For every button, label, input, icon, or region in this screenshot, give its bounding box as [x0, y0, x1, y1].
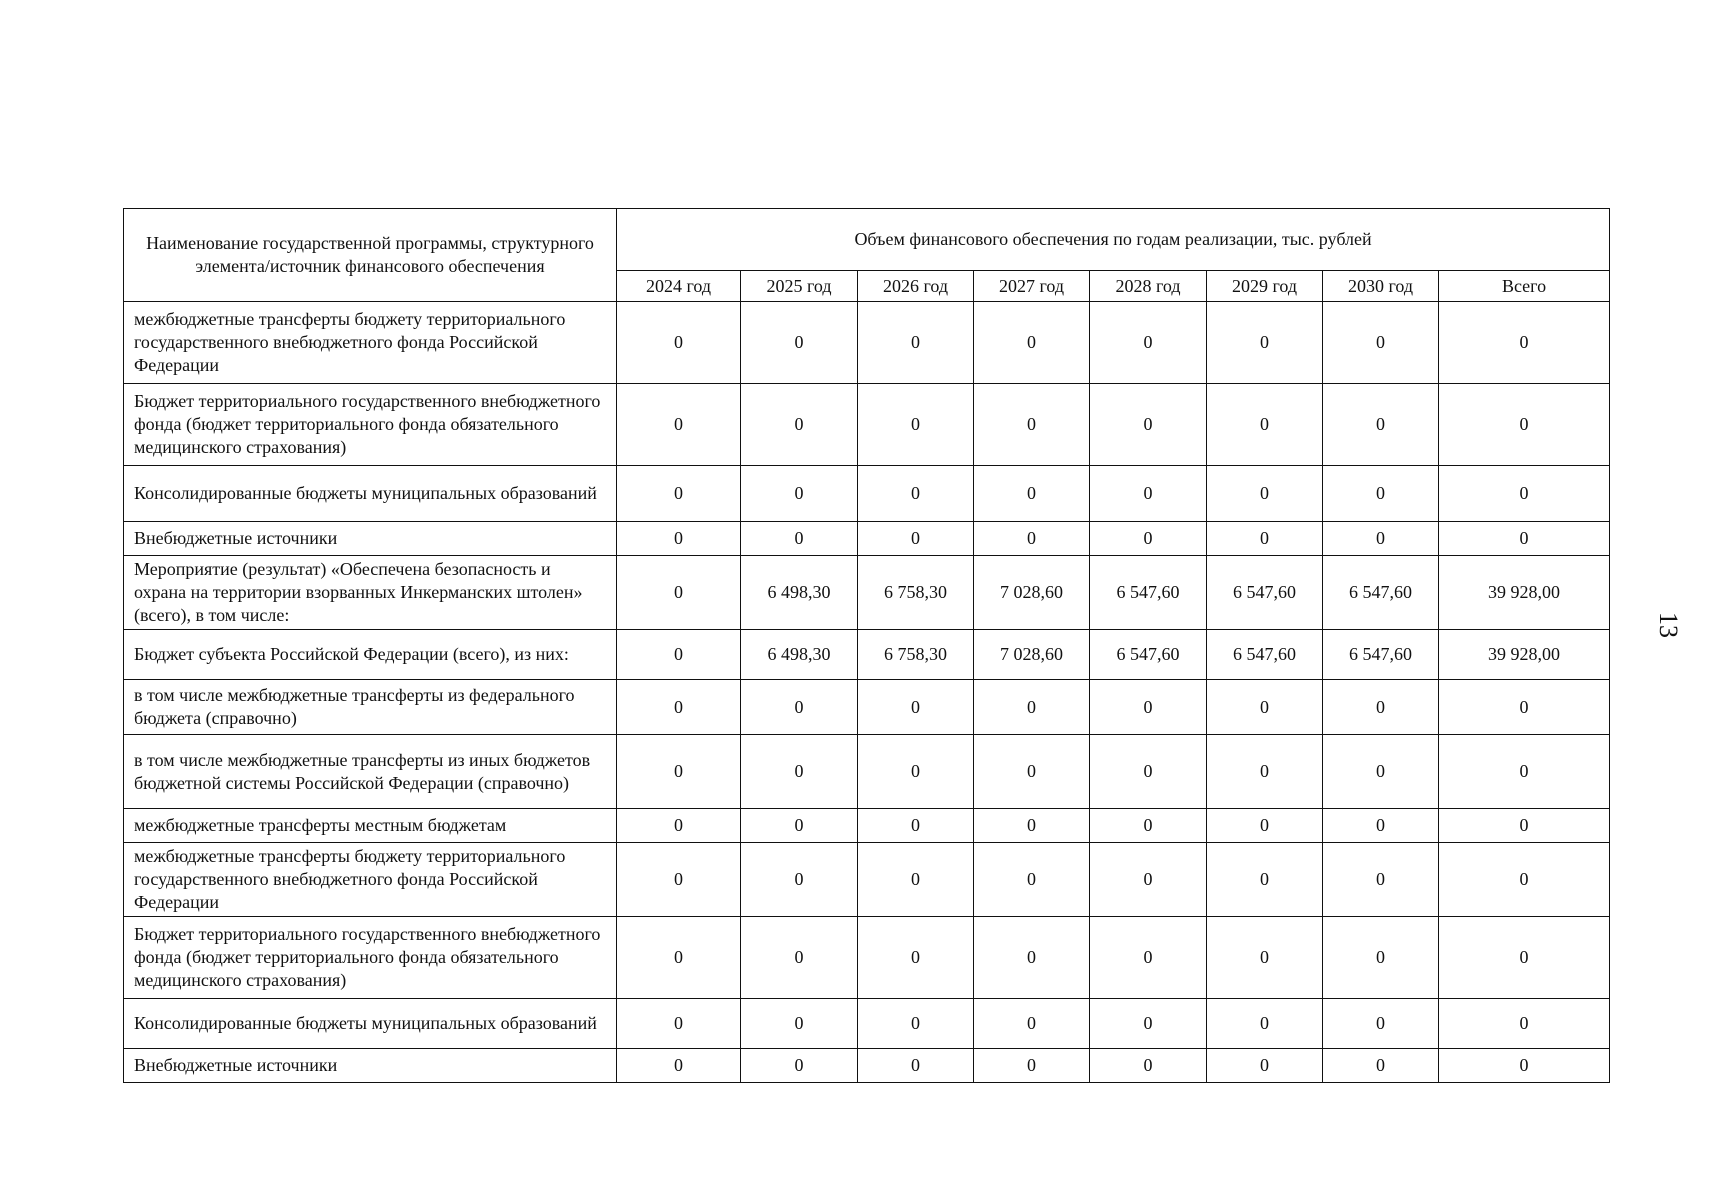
- cell-value: 0: [741, 522, 858, 556]
- row-label: Консолидированные бюджеты муниципальных образований: [124, 466, 617, 522]
- cell-value: 0: [1090, 522, 1207, 556]
- cell-value: 7 028,60: [974, 630, 1090, 680]
- cell-value: 0: [974, 1049, 1090, 1083]
- cell-value: 0: [617, 999, 741, 1049]
- cell-value: 0: [1323, 466, 1439, 522]
- cell-value: 0: [741, 999, 858, 1049]
- table-row: [124, 917, 1610, 999]
- cell-total: 0: [1439, 1049, 1610, 1083]
- cell-total: 39 928,00: [1439, 630, 1610, 680]
- cell-value: 0: [1323, 917, 1439, 999]
- header-year-2027: 2027 год: [974, 271, 1090, 302]
- cell-value: 0: [741, 917, 858, 999]
- cell-value: 0: [974, 384, 1090, 466]
- cell-total: 0: [1439, 735, 1610, 809]
- cell-value: 0: [1207, 1049, 1323, 1083]
- cell-value: 0: [1323, 1049, 1439, 1083]
- cell-value: 0: [1323, 843, 1439, 917]
- cell-value: 0: [1323, 302, 1439, 384]
- cell-total: 0: [1439, 680, 1610, 735]
- table-row: [124, 556, 1610, 630]
- financing-table: [123, 208, 1610, 1083]
- cell-value: 0: [741, 735, 858, 809]
- cell-total: 0: [1439, 302, 1610, 384]
- cell-value: 0: [741, 1049, 858, 1083]
- table-row: [124, 809, 1610, 843]
- cell-value: 0: [974, 917, 1090, 999]
- cell-value: 0: [858, 735, 974, 809]
- cell-total: 39 928,00: [1439, 556, 1610, 630]
- cell-value: 0: [1090, 466, 1207, 522]
- table-row: [124, 466, 1610, 522]
- cell-value: 0: [1323, 735, 1439, 809]
- cell-total: 0: [1439, 843, 1610, 917]
- header-year-2028: 2028 год: [1090, 271, 1207, 302]
- cell-value: 0: [741, 809, 858, 843]
- row-label: Консолидированные бюджеты муниципальных образований: [124, 999, 617, 1049]
- row-label: Внебюджетные источники: [124, 522, 617, 556]
- cell-value: 0: [617, 809, 741, 843]
- cell-value: 0: [617, 630, 741, 680]
- cell-value: 0: [1090, 680, 1207, 735]
- cell-value: 0: [974, 680, 1090, 735]
- cell-value: 0: [1090, 843, 1207, 917]
- table-row: [124, 1049, 1610, 1083]
- cell-value: 0: [617, 917, 741, 999]
- cell-value: 0: [1207, 999, 1323, 1049]
- row-label: Внебюджетные источники: [124, 1049, 617, 1083]
- cell-value: 0: [858, 917, 974, 999]
- cell-value: 0: [1090, 809, 1207, 843]
- header-year-2030: 2030 год: [1323, 271, 1439, 302]
- cell-value: 0: [1207, 302, 1323, 384]
- cell-value: 0: [1207, 384, 1323, 466]
- cell-total: 0: [1439, 999, 1610, 1049]
- cell-value: 0: [1090, 384, 1207, 466]
- cell-value: 0: [617, 843, 741, 917]
- table-body: [124, 302, 1610, 1083]
- cell-value: 0: [1207, 809, 1323, 843]
- cell-value: 0: [858, 384, 974, 466]
- cell-value: 0: [858, 522, 974, 556]
- table-header: [124, 209, 1610, 302]
- header-volume-cell: Объем финансового обеспечения по годам реализации, тыс. рублей: [617, 209, 1610, 271]
- cell-value: 6 498,30: [741, 630, 858, 680]
- cell-value: 0: [858, 999, 974, 1049]
- table-row: [124, 680, 1610, 735]
- row-label: Бюджет территориального государственного внебюджетного фонда (бюджет территориального фонда обязательного медицинского страхования): [124, 384, 617, 466]
- header-year-2024: 2024 год: [617, 271, 741, 302]
- cell-value: 0: [1207, 735, 1323, 809]
- cell-value: 0: [1207, 917, 1323, 999]
- table-row: [124, 302, 1610, 384]
- cell-value: 0: [617, 556, 741, 630]
- cell-value: 6 758,30: [858, 630, 974, 680]
- row-label: Мероприятие (результат) «Обеспечена безопасность и охрана на территории взорванных Инкерманских штолен» (всего), в том числе:: [124, 556, 617, 630]
- cell-value: 0: [858, 466, 974, 522]
- header-name-cell: Наименование государственной программы, структурного элемента/источник финансового обеспечения: [124, 209, 617, 302]
- cell-value: 0: [974, 522, 1090, 556]
- table-row: [124, 843, 1610, 917]
- table-row: [124, 384, 1610, 466]
- page-number: 13: [1654, 612, 1683, 638]
- row-label: межбюджетные трансферты бюджету территориального государственного внебюджетного фонда Российской Федерации: [124, 843, 617, 917]
- cell-value: 6 547,60: [1090, 556, 1207, 630]
- cell-value: 0: [974, 843, 1090, 917]
- cell-total: 0: [1439, 466, 1610, 522]
- cell-value: 0: [974, 302, 1090, 384]
- row-label: Бюджет территориального государственного внебюджетного фонда (бюджет территориального фонда обязательного медицинского страхования): [124, 917, 617, 999]
- cell-value: 6 758,30: [858, 556, 974, 630]
- cell-value: 0: [1323, 809, 1439, 843]
- cell-value: 0: [617, 1049, 741, 1083]
- cell-value: 0: [741, 680, 858, 735]
- cell-value: 0: [617, 384, 741, 466]
- cell-value: 0: [1323, 522, 1439, 556]
- cell-value: 0: [974, 809, 1090, 843]
- cell-value: 0: [617, 466, 741, 522]
- cell-value: 6 547,60: [1323, 556, 1439, 630]
- cell-total: 0: [1439, 384, 1610, 466]
- cell-value: 0: [974, 735, 1090, 809]
- header-year-2026: 2026 год: [858, 271, 974, 302]
- cell-value: 0: [617, 302, 741, 384]
- cell-value: 0: [1207, 466, 1323, 522]
- table-row: [124, 522, 1610, 556]
- row-label: межбюджетные трансферты местным бюджетам: [124, 809, 617, 843]
- cell-value: 0: [741, 302, 858, 384]
- cell-value: 0: [1323, 999, 1439, 1049]
- cell-value: 0: [1090, 302, 1207, 384]
- table-row: [124, 735, 1610, 809]
- table-row: [124, 999, 1610, 1049]
- cell-value: 0: [741, 843, 858, 917]
- cell-total: 0: [1439, 809, 1610, 843]
- cell-value: 0: [617, 680, 741, 735]
- cell-value: 0: [1090, 999, 1207, 1049]
- header-year-2025: 2025 год: [741, 271, 858, 302]
- cell-value: 0: [1207, 843, 1323, 917]
- cell-value: 0: [617, 735, 741, 809]
- cell-value: 0: [1323, 680, 1439, 735]
- row-label: Бюджет субъекта Российской Федерации (всего), из них:: [124, 630, 617, 680]
- cell-value: 6 547,60: [1207, 630, 1323, 680]
- row-label: межбюджетные трансферты бюджету территориального государственного внебюджетного фонда Российской Федерации: [124, 302, 617, 384]
- header-total: Всего: [1439, 271, 1610, 302]
- cell-value: 0: [858, 1049, 974, 1083]
- cell-value: 0: [974, 466, 1090, 522]
- cell-value: 0: [974, 999, 1090, 1049]
- cell-value: 0: [617, 522, 741, 556]
- row-label: в том числе межбюджетные трансферты из иных бюджетов бюджетной системы Российской Федерации (справочно): [124, 735, 617, 809]
- cell-value: 6 547,60: [1090, 630, 1207, 680]
- table-row: [124, 630, 1610, 680]
- cell-value: 6 547,60: [1323, 630, 1439, 680]
- cell-total: 0: [1439, 522, 1610, 556]
- row-label: в том числе межбюджетные трансферты из федерального бюджета (справочно): [124, 680, 617, 735]
- cell-total: 0: [1439, 917, 1610, 999]
- cell-value: 0: [858, 843, 974, 917]
- cell-value: 0: [741, 384, 858, 466]
- cell-value: 0: [1207, 680, 1323, 735]
- cell-value: 0: [858, 302, 974, 384]
- cell-value: 0: [858, 809, 974, 843]
- cell-value: 0: [858, 680, 974, 735]
- cell-value: 0: [741, 466, 858, 522]
- cell-value: 6 547,60: [1207, 556, 1323, 630]
- cell-value: 0: [1323, 384, 1439, 466]
- cell-value: 6 498,30: [741, 556, 858, 630]
- header-year-2029: 2029 год: [1207, 271, 1323, 302]
- cell-value: 0: [1090, 735, 1207, 809]
- cell-value: 0: [1090, 1049, 1207, 1083]
- cell-value: 7 028,60: [974, 556, 1090, 630]
- cell-value: 0: [1090, 917, 1207, 999]
- cell-value: 0: [1207, 522, 1323, 556]
